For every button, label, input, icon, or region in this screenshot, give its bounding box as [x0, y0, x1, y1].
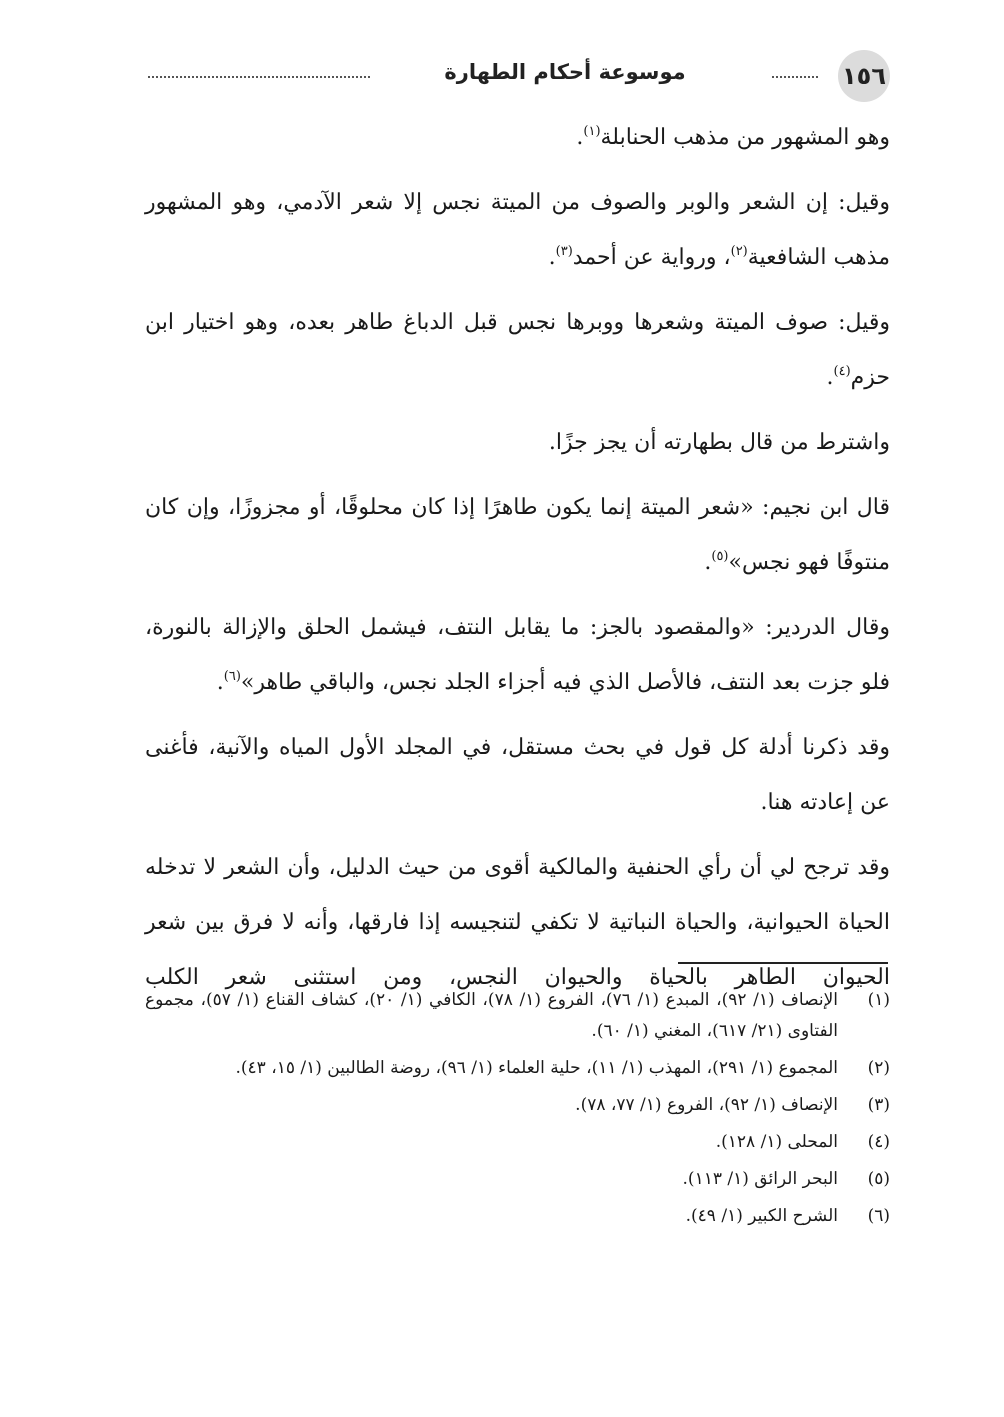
footnote-item	[145, 1127, 890, 1158]
footnote-ref[interactable]: (٦)	[223, 669, 241, 684]
paragraph-1	[145, 110, 890, 165]
paragraph-text: وقد ترجح لي أن رأي الحنفية والمالكية أقوى من حيث الدليل، وأن الشعر	[224, 855, 891, 880]
paragraph-text: عن إعادته هنا.	[760, 790, 890, 815]
paragraph-3	[145, 295, 890, 405]
paragraph-text: مذهب الشافعية	[747, 245, 890, 270]
footnote-ref[interactable]: (٤)	[833, 364, 851, 379]
footnote-item	[145, 1164, 890, 1195]
paragraph-text: وهو المشهور من مذهب الحنابلة	[600, 125, 890, 150]
footnote-number: (٤)	[867, 1132, 890, 1152]
paragraph-text: فلو جزت بعد النتف، فالأصل الذي فيه أجزاء الجلد نجس، والباقي طاهر»	[240, 670, 890, 695]
footnote-number: (٣)	[867, 1095, 890, 1115]
footnote-number: (٥)	[867, 1169, 890, 1189]
footnote-number: (٦)	[867, 1206, 890, 1226]
paragraph-text: فرق بين شعر الحيوان الطاهر بالحياة والحيوان النجس، ومن استثنى شعر الكلب	[145, 910, 890, 990]
footnote-item	[145, 1201, 890, 1232]
paragraph-4: واشترط من قال بطهارته أن يجز جزًا.	[548, 430, 890, 455]
footnote-ref[interactable]: (٥)	[711, 549, 729, 564]
paragraph-text: وقيل: صوف الميتة وشعرها ووبرها نجس قبل الدباغ طاهر بعده، وهو اختيار	[184, 310, 890, 335]
footnote-number: (١)	[867, 990, 890, 1010]
paragraph-text: وقال الدردير: «والمقصود بالجز: ما يقابل النتف، فيشمل الحلق والإزالة بالنورة،	[145, 615, 890, 640]
footnote-separator	[678, 962, 888, 964]
footnote-ref[interactable]: (٣)	[555, 244, 573, 259]
paragraph-6	[145, 600, 890, 710]
footnote-text: المحلى (١/ ١٢٨).	[715, 1132, 838, 1152]
paragraph-text: وقيل: إن الشعر والوبر والصوف من الميتة نجس إلا شعر الآدمي، وهو المشهور	[145, 190, 890, 215]
paragraph-2	[145, 175, 890, 285]
paragraph-end: .	[548, 245, 556, 270]
footnote-text: المجموع (١/ ٢٩١)، المهذب (١/ ١١)، حلية العلماء (١/ ٩٦)، روضة الطالبين (١/ ١٥، ٤٣).	[235, 1058, 838, 1078]
paragraph-text: ابن حزم	[145, 310, 890, 390]
footnote-number: (٢)	[867, 1058, 890, 1078]
paragraph-text: ، ورواية عن أحمد	[572, 245, 731, 270]
header-dotted-rule-left	[148, 76, 370, 78]
paragraph-end: .	[576, 125, 584, 150]
paragraph-text: لا تدخله الحياة الحيوانية، والحياة النباتية لا تكفي لتنجيسه إذا فارقها، وأنه لا	[145, 855, 890, 935]
book-title: موسوعة أحكام الطهارة	[444, 60, 686, 84]
main-text	[145, 110, 890, 1015]
paragraph-end: .	[216, 670, 224, 695]
footnotes	[145, 985, 890, 1238]
footnote-text: البحر الرائق (١/ ١١٣).	[682, 1169, 838, 1189]
footnote-text: الشرح الكبير (١/ ٤٩).	[685, 1206, 838, 1226]
footnote-text: الإنصاف (١/ ٩٢)، الفروع (١/ ٧٧، ٧٨).	[575, 1095, 838, 1115]
paragraph-5	[145, 480, 890, 590]
paragraph-8	[145, 840, 890, 1005]
paragraph-end: .	[826, 365, 834, 390]
page-number: ١٥٦	[838, 50, 890, 102]
footnote-ref[interactable]: (١)	[583, 124, 601, 139]
page-header	[140, 42, 890, 102]
paragraph-text: منتوفًا فهو نجس»	[728, 550, 890, 575]
paragraph-text: قال ابن نجيم: «شعر الميتة إنما يكون طاهرًا إذا كان محلوقًا، أو مجزوزًا، وإن كان	[145, 495, 890, 520]
paragraph-end: .	[704, 550, 712, 575]
paragraph-7	[145, 720, 890, 830]
footnote-ref[interactable]: (٢)	[730, 244, 748, 259]
footnote-item	[145, 1053, 890, 1084]
footnote-item	[145, 985, 890, 1047]
header-dotted-rule-right	[772, 76, 818, 78]
footnote-text: الإنصاف (١/ ٩٢)، المبدع (١/ ٧٦)، الفروع (١/ ٧٨)، الكافي (١/ ٢٠)، كشاف القناع (١/ ٥٧)، مجموع الفتاوى (٢١/ ٦١٧)، المغني (١/ ٦٠).	[145, 990, 838, 1041]
footnote-item	[145, 1090, 890, 1121]
paragraph-text: وقد ذكرنا أدلة كل قول في بحث مستقل، في المجلد الأول المياه والآنية، فأغنى	[145, 735, 890, 760]
